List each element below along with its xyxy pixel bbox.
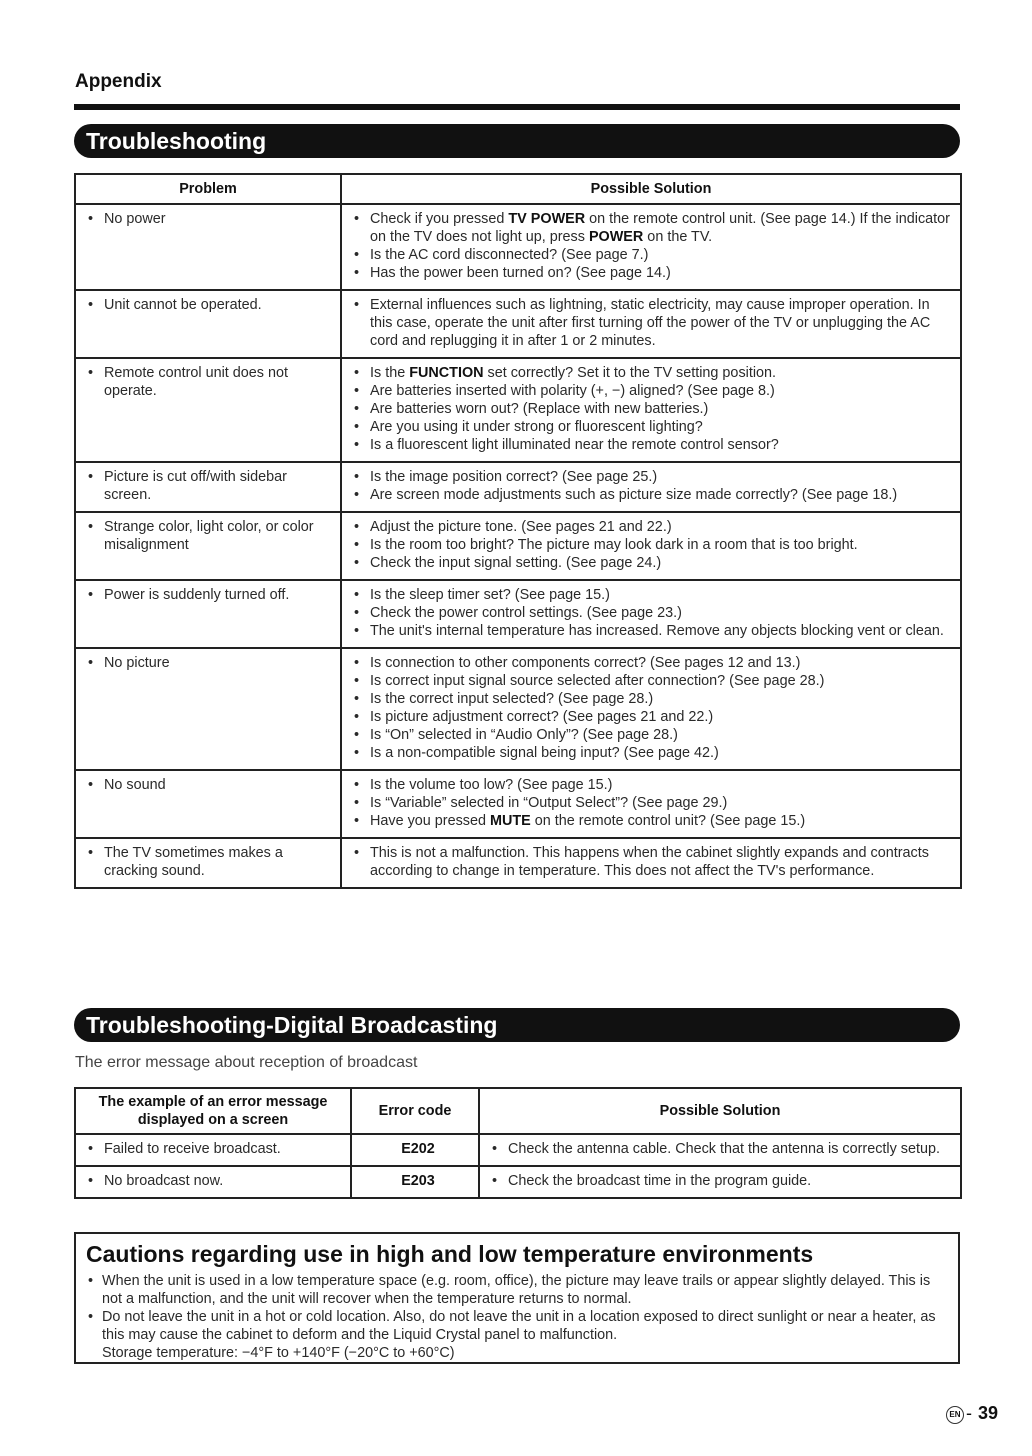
solution-cell bbox=[341, 204, 961, 290]
solution-text: The unit's internal temperature has increased. Remove any objects blocking vent or clean. bbox=[370, 623, 944, 639]
solution-text: Are screen mode adjustments such as picture size made correctly? (See page 18.) bbox=[370, 487, 898, 503]
solution-text: Check if you pressed bbox=[370, 211, 509, 227]
problem-text: • Power is suddenly turned off. bbox=[86, 586, 336, 604]
table-row bbox=[75, 1134, 961, 1166]
solution-item bbox=[352, 654, 956, 672]
problem-cell bbox=[75, 290, 341, 358]
table-row bbox=[75, 462, 961, 512]
problem-cell bbox=[75, 838, 341, 888]
solution-text: This is not a malfunction. This happens when the cabinet slightly expands and contracts according to change in temperature. This does not affect the TV's performance. bbox=[370, 845, 929, 879]
solution-item bbox=[352, 622, 956, 640]
troubleshooting-title: Troubleshooting bbox=[86, 128, 267, 154]
table-row bbox=[75, 580, 961, 648]
solution-text: Is “Variable” selected in “Output Select”? (See page 29.) bbox=[370, 795, 728, 811]
solution-item bbox=[352, 518, 956, 536]
storage-temperature: Storage temperature: −4°F to +140°F (−20°C to +60°C) bbox=[102, 1345, 455, 1361]
solution-text: Is picture adjustment correct? (See pages 21 and 22.) bbox=[370, 709, 714, 725]
error-solution-text: • Check the broadcast time in the program guide. bbox=[490, 1172, 956, 1190]
solution-text: Is correct input signal source selected after connection? (See page 28.) bbox=[370, 673, 825, 689]
solution-text: Are batteries worn out? (Replace with new batteries.) bbox=[370, 401, 709, 417]
solution-item bbox=[352, 744, 956, 762]
problem-header: Problem bbox=[75, 174, 341, 204]
solution-text: Is the AC cord disconnected? (See page 7.) bbox=[370, 247, 649, 263]
button-name: TV POWER bbox=[508, 211, 586, 227]
solution-cell bbox=[341, 648, 961, 770]
error-message-cell bbox=[75, 1166, 351, 1198]
solution-item bbox=[352, 708, 956, 726]
solution-item bbox=[352, 536, 956, 554]
solution-text: Is the room too bright? The picture may look dark in a room that is too bright. bbox=[370, 537, 858, 553]
problem-cell bbox=[75, 648, 341, 770]
solution-text: Have you pressed bbox=[370, 813, 490, 829]
problem-cell bbox=[75, 358, 341, 462]
table-row bbox=[75, 204, 961, 290]
page-separator: - bbox=[965, 1403, 972, 1423]
table-row bbox=[75, 290, 961, 358]
button-name: FUNCTION bbox=[409, 365, 484, 381]
error-message-header: The example of an error message displayed on a screen bbox=[75, 1088, 351, 1134]
solution-item bbox=[352, 468, 956, 486]
solution-text: External influences such as lightning, static electricity, may cause improper operation. In this case, operate the unit after first turning off the power of the TV or unplugging the AC cord and replugging it in after 1 or 2 minutes. bbox=[370, 297, 931, 349]
problem-cell bbox=[75, 512, 341, 580]
page-number bbox=[946, 1403, 998, 1424]
error-message-text: • No broadcast now. bbox=[86, 1172, 346, 1190]
solution-item bbox=[352, 794, 956, 812]
solution-item bbox=[352, 586, 956, 604]
button-name: MUTE bbox=[490, 813, 531, 829]
solution-item bbox=[352, 776, 956, 794]
table-row bbox=[75, 770, 961, 838]
error-message-text: • Failed to receive broadcast. bbox=[86, 1140, 346, 1158]
section-label: Appendix bbox=[75, 71, 162, 92]
solution-cell bbox=[341, 290, 961, 358]
solution-text: Is the volume too low? (See page 15.) bbox=[370, 777, 613, 793]
solution-item bbox=[352, 364, 956, 382]
solution-item bbox=[352, 486, 956, 504]
solution-text: on the remote control unit. (See page 14.) If the indicator on the TV does not light up, press bbox=[370, 211, 950, 245]
solution-cell bbox=[341, 770, 961, 838]
solution-cell bbox=[341, 462, 961, 512]
solution-text: Are you using it under strong or fluorescent lighting? bbox=[370, 419, 703, 435]
table-row bbox=[75, 838, 961, 888]
solution-item bbox=[352, 382, 956, 400]
solution-item bbox=[352, 296, 956, 350]
error-message-cell bbox=[75, 1134, 351, 1166]
solution-item bbox=[352, 246, 956, 264]
solution-item bbox=[352, 690, 956, 708]
solution-item bbox=[352, 210, 956, 246]
solution-item bbox=[352, 726, 956, 744]
solution-text: Adjust the picture tone. (See pages 21 and 22.) bbox=[370, 519, 672, 535]
error-solution-text: • Check the antenna cable. Check that the antenna is correctly setup. bbox=[490, 1140, 956, 1158]
solution-text: set correctly? Set it to the TV setting position. bbox=[483, 365, 777, 381]
header-rule bbox=[74, 104, 960, 110]
error-solution-cell bbox=[479, 1166, 961, 1198]
digital-intro: The error message about reception of broadcast bbox=[75, 1054, 418, 1071]
solution-cell bbox=[341, 838, 961, 888]
solution-item bbox=[352, 604, 956, 622]
solution-text: Is a fluorescent light illuminated near the remote control sensor? bbox=[370, 437, 779, 453]
solution-text: Is the sleep timer set? (See page 15.) bbox=[370, 587, 610, 603]
solution-item bbox=[352, 400, 956, 418]
problem-text: • Strange color, light color, or color misalignment bbox=[86, 518, 336, 554]
solution-text: on the TV. bbox=[643, 229, 713, 245]
problem-text: • No power bbox=[86, 210, 336, 228]
solution-text: Is a non-compatible signal being input? (See page 42.) bbox=[370, 745, 719, 761]
problem-text: • The TV sometimes makes a cracking sound. bbox=[86, 844, 336, 880]
error-code-cell: E203 bbox=[351, 1166, 479, 1198]
solution-text: Is connection to other components correct? (See pages 12 and 13.) bbox=[370, 655, 801, 671]
solution-text: on the remote control unit? (See page 15.) bbox=[530, 813, 806, 829]
solution-text: Has the power been turned on? (See page 14.) bbox=[370, 265, 671, 281]
digital-banner bbox=[74, 1008, 960, 1042]
solution-item bbox=[352, 418, 956, 436]
solution-text: Check the power control settings. (See page 23.) bbox=[370, 605, 682, 621]
troubleshooting-table bbox=[74, 173, 962, 889]
cautions-box bbox=[74, 1232, 960, 1364]
solution-text: Is “On” selected in “Audio Only”? (See page 28.) bbox=[370, 727, 678, 743]
troubleshooting-banner bbox=[74, 124, 960, 158]
solution-item bbox=[352, 436, 956, 454]
button-name: POWER bbox=[588, 229, 644, 245]
page-number-value: 39 bbox=[977, 1403, 998, 1423]
solution-text: Is the correct input selected? (See page 28.) bbox=[370, 691, 654, 707]
solution-item bbox=[352, 554, 956, 572]
solution-item bbox=[352, 812, 956, 830]
problem-text: • Remote control unit does not operate. bbox=[86, 364, 336, 400]
solution-header: Possible Solution bbox=[341, 174, 961, 204]
solution-text: Is the image position correct? (See page 25.) bbox=[370, 469, 658, 485]
caution-item: • Do not leave the unit in a hot or cold location. Also, do not leave the unit in a location exposed to direct sunlight or near a heater, as this may cause the cabinet to deform and the Liquid Crystal panel to malfunction. bbox=[86, 1308, 948, 1344]
problem-text: • Unit cannot be operated. bbox=[86, 296, 336, 314]
problem-cell bbox=[75, 462, 341, 512]
problem-text: • Picture is cut off/with sidebar screen. bbox=[86, 468, 336, 504]
table-row bbox=[75, 648, 961, 770]
solution-item bbox=[352, 672, 956, 690]
solution-item bbox=[352, 264, 956, 282]
solution-text: Is the bbox=[370, 365, 410, 381]
problem-text: • No sound bbox=[86, 776, 336, 794]
error-code-cell: E202 bbox=[351, 1134, 479, 1166]
table-row bbox=[75, 1166, 961, 1198]
cautions-title: Cautions regarding use in high and low temperature environments bbox=[86, 1241, 814, 1267]
error-code-header: Error code bbox=[351, 1088, 479, 1134]
solution-cell bbox=[341, 358, 961, 462]
language-en-icon: EN bbox=[946, 1406, 964, 1424]
solution-text: Check the input signal setting. (See page 24.) bbox=[370, 555, 662, 571]
problem-cell bbox=[75, 580, 341, 648]
solution-cell bbox=[341, 512, 961, 580]
solution-text: Are batteries inserted with polarity (+, −) aligned? (See page 8.) bbox=[370, 383, 775, 399]
cautions-list bbox=[86, 1272, 948, 1344]
digital-title: Troubleshooting-Digital Broadcasting bbox=[86, 1012, 498, 1038]
error-solution-cell bbox=[479, 1134, 961, 1166]
solution-item bbox=[352, 844, 956, 880]
solution-cell bbox=[341, 580, 961, 648]
table-row bbox=[75, 358, 961, 462]
problem-cell bbox=[75, 204, 341, 290]
error-solution-header: Possible Solution bbox=[479, 1088, 961, 1134]
table-row bbox=[75, 512, 961, 580]
error-table bbox=[74, 1087, 962, 1199]
problem-cell bbox=[75, 770, 341, 838]
caution-item: • When the unit is used in a low temperature space (e.g. room, office), the picture may leave trails or appear slightly delayed. This is not a malfunction, and the unit will recover when the temperature returns to normal. bbox=[86, 1272, 948, 1308]
problem-text: • No picture bbox=[86, 654, 336, 672]
